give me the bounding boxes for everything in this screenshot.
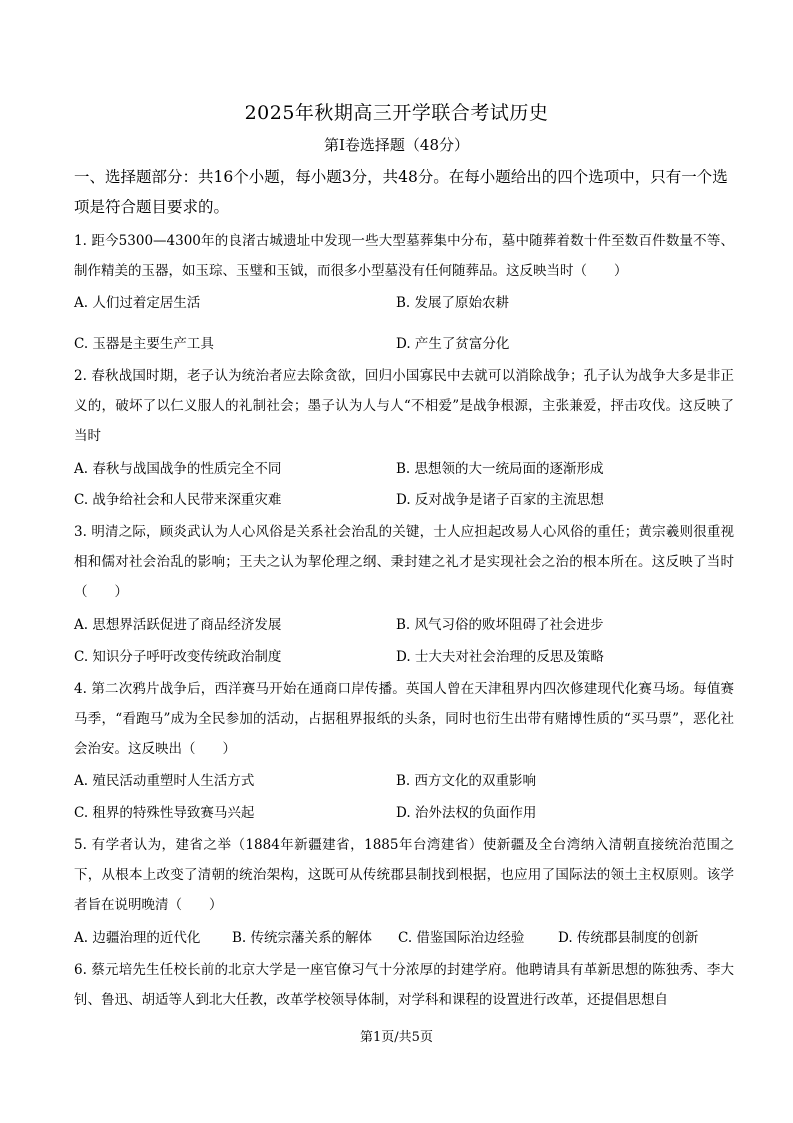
question-6-stem: 6. 蔡元培先生任校长前的北京大学是一座官僚习气十分浓厚的封建学府。他聘请具有革新思想的陈独秀、李大钊、鲁迅、胡适等人到北大任教，改革学校领导体制，对学科和课程的设置进行改革，还提倡思想自	[74, 962, 734, 1008]
question-1-option-a: A. 人们过着定居生活	[74, 295, 201, 311]
question-4-option-c: C. 租界的特殊性导致赛马兴起	[74, 805, 255, 821]
question-2-option-d: D. 反对战争是诸子百家的主流思想	[396, 492, 604, 508]
question-2-option-c: C. 战争给社会和人民带来深重灾难	[74, 492, 282, 508]
exam-title: 2025年秋期高三开学联合考试历史	[244, 102, 549, 124]
page-footer: 第1页/共5页	[360, 1030, 433, 1045]
question-1-option-b: B. 发展了原始农耕	[396, 295, 510, 311]
question-2-option-b: B. 思想领的大一统局面的逐渐形成	[396, 461, 604, 477]
question-3-option-b: B. 风气习俗的败坏阻碍了社会进步	[396, 617, 604, 633]
question-5-option-d: D. 传统郡县制度的创新	[558, 930, 699, 946]
question-5-option-c: C. 借鉴国际治边经验	[398, 930, 525, 946]
question-1-option-c: C. 玉器是主要生产工具	[74, 336, 214, 352]
question-1-option-d: D. 产生了贫富分化	[396, 336, 510, 352]
question-3-option-a: A. 思想界活跃促进了商品经济发展	[74, 617, 282, 633]
question-3-option-c: C. 知识分子呼吁改变传统政治制度	[74, 649, 282, 665]
question-1-stem: 1. 距今5300—4300年的良渚古城遗址中发现一些大型墓葬集中分布，墓中随葬着数十件至数百件数量不等、制作精美的玉器，如玉琮、玉璧和玉钺，而很多小型墓没有任何随葬品。这反映当时（ ）	[74, 233, 734, 279]
question-5-option-a: A. 边疆治理的近代化	[74, 930, 201, 946]
question-4-option-b: B. 西方文化的双重影响	[396, 773, 537, 789]
question-3-option-d: D. 士大夫对社会治理的反思及策略	[396, 649, 604, 665]
exam-subtitle: 第I卷选择题（48分）	[323, 136, 469, 154]
question-4-option-a: A. 殖民活动重塑时人生活方式	[74, 773, 255, 789]
question-2-stem: 2. 春秋战国时期，老子认为统治者应去除贪欲，回归小国寡民中去就可以消除战争；孔子认为战争大多是非正义的，破坏了以仁义服人的礼制社会；墨子认为人与人“不相爱”是战争根源，主张兼爱，抨击攻伐。这反映了当时	[74, 368, 734, 444]
section-header: 一、选择题部分：共16个小题，每小题3分，共48分。在每小题给出的四个选项中，只有一个选项是符合题目要求的。	[74, 168, 728, 216]
question-4-stem: 4. 第二次鸦片战争后，西洋赛马开始在通商口岸传播。英国人曾在天津租界内四次修建现代化赛马场。每值赛马季，“看跑马”成为全民参加的活动，占据租界报纸的头条，同时也衍生出带有赌博性质的“买马票”，恶化社会治安。这反映出（ ）	[74, 681, 734, 757]
question-5-option-b: B. 传统宗藩关系的解体	[232, 930, 373, 946]
question-4-option-d: D. 治外法权的负面作用	[396, 805, 537, 821]
question-5-stem: 5. 有学者认为，建省之举（1884年新疆建省，1885年台湾建省）使新疆及全台湾纳入清朝直接统治范围之下，从根本上改变了清朝的统治架构，这既可从传统郡县制找到根据，也应用了国际法的领土主权原则。该学者旨在说明晚清（ ）	[74, 837, 734, 913]
question-3-stem: 3. 明清之际，顾炎武认为人心风俗是关系社会治乱的关键，士人应担起改易人心风俗的重任；黄宗羲则很重视相和儒对社会治乱的影响；王夫之认为挈伦理之纲、秉封建之礼才是实现社会之治的根本所在。这反映了当时（ ）	[74, 524, 734, 600]
question-2-option-a: A. 春秋与战国战争的性质完全不同	[74, 461, 282, 477]
